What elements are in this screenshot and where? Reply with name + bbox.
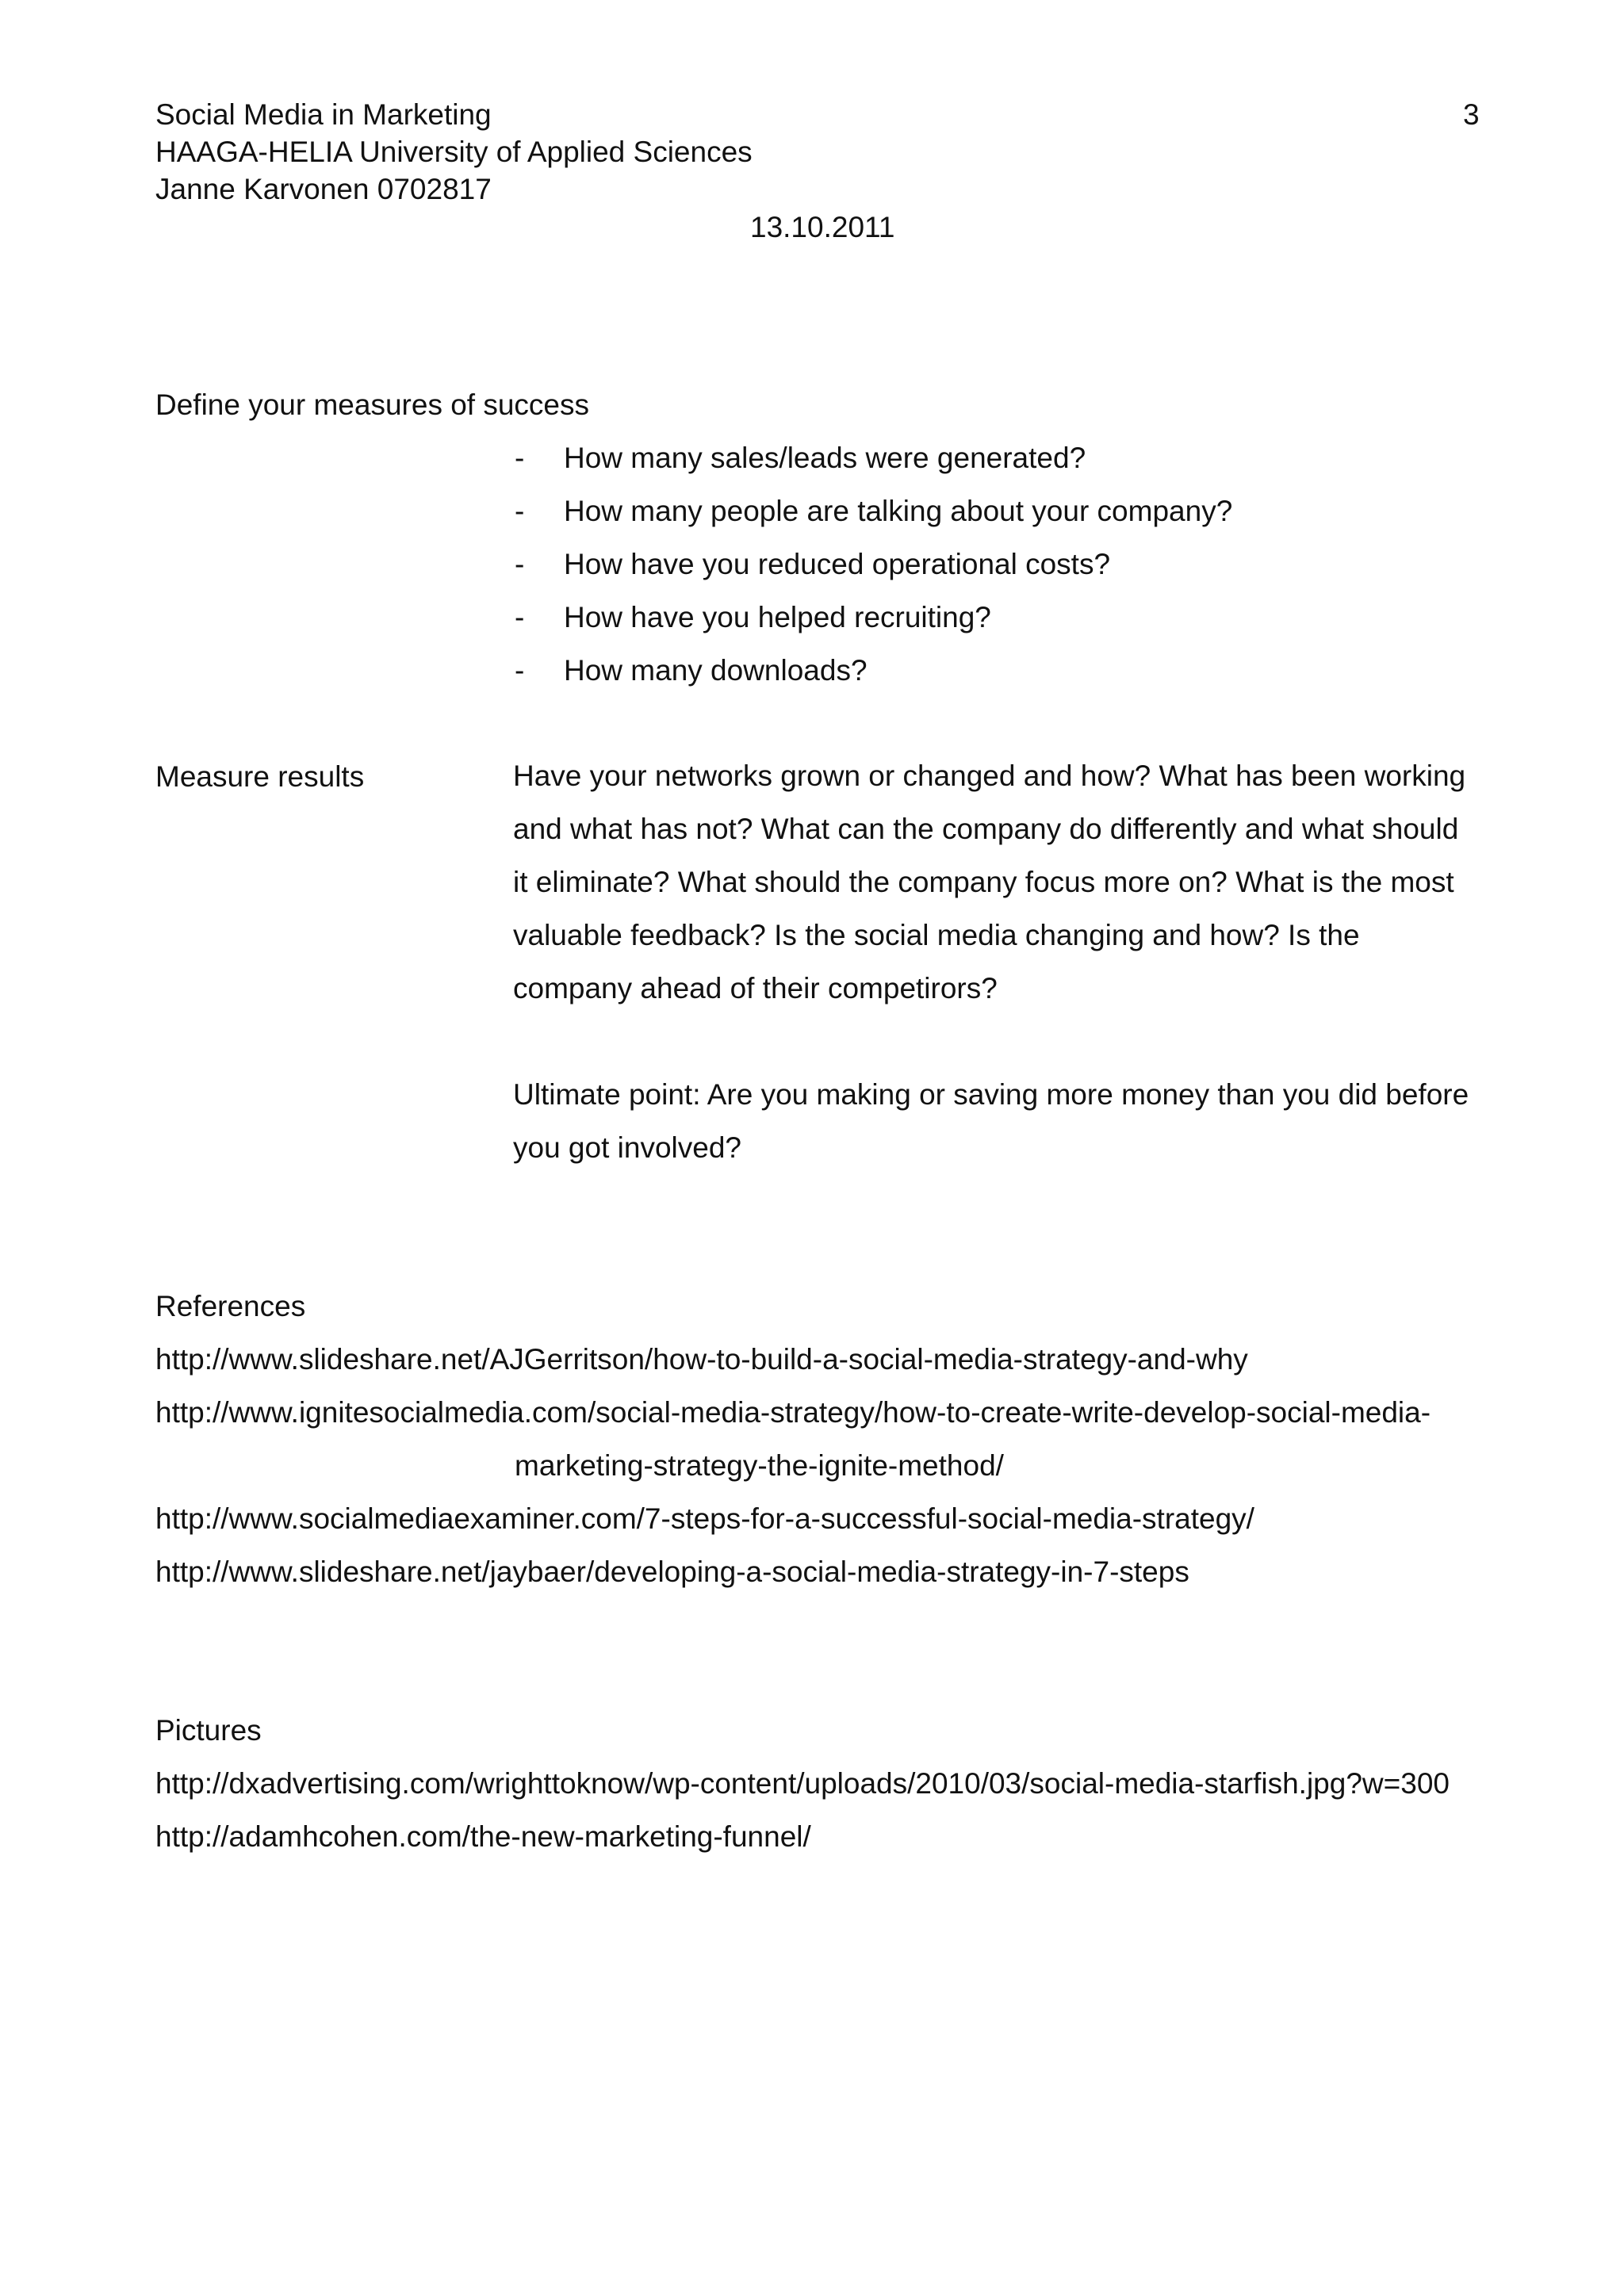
reference-link-continuation[interactable]: marketing-strategy-the-ignite-method/ <box>515 1449 1004 1482</box>
bullet-marker: - <box>515 442 525 474</box>
list-item-text: How many downloads? <box>564 654 868 687</box>
bullet-marker: - <box>515 601 525 633</box>
bullet-marker: - <box>515 654 525 687</box>
list-item-text: How have you helped recruiting? <box>564 601 991 633</box>
picture-link[interactable]: http://dxadvertising.com/wrighttoknow/wp-content/uploads/2010/03/social-media-starfish.jpg?w=300 <box>155 1767 1450 1800</box>
picture-link[interactable]: http://adamhcohen.com/the-new-marketing-funnel/ <box>155 1820 811 1853</box>
reference-link[interactable]: http://www.ignitesocialmedia.com/social-media-strategy/how-to-create-write-develop-social-media- <box>155 1396 1431 1429</box>
results-paragraph: Have your networks grown or changed and how? What has been working and what has not? What can the company do differently and what should it eliminate? What should the company focus more on? What is the most valuable feedback? Is the social media changing and how? Is the company ahead of their competirors? <box>513 760 1466 1004</box>
measures-heading: Define your measures of success <box>155 388 590 421</box>
course-title: Social Media in Marketing <box>155 98 492 131</box>
results-label: Measure results <box>155 760 365 793</box>
ultimate-point: Ultimate point: Are you making or saving more money than you did before you got involved? <box>513 1078 1469 1164</box>
pictures-heading: Pictures <box>155 1714 262 1747</box>
list-item-text: How many sales/leads were generated? <box>564 442 1086 474</box>
bullet-marker: - <box>515 548 525 580</box>
reference-link[interactable]: http://www.slideshare.net/AJGerritson/how-to-build-a-social-media-strategy-and-why <box>155 1343 1248 1376</box>
references-heading: References <box>155 1290 306 1322</box>
list-item-text: How have you reduced operational costs? <box>564 548 1111 580</box>
reference-link[interactable]: http://www.slideshare.net/jaybaer/developing-a-social-media-strategy-in-7-steps <box>155 1556 1189 1588</box>
list-item-text: How many people are talking about your company? <box>564 495 1233 527</box>
document-date: 13.10.2011 <box>750 211 895 243</box>
school-name: HAAGA-HELIA University of Applied Sciences <box>155 136 753 168</box>
bullet-marker: - <box>515 495 525 527</box>
author-name: Janne Karvonen 0702817 <box>155 173 492 205</box>
reference-link[interactable]: http://www.socialmediaexaminer.com/7-steps-for-a-successful-social-media-strategy/ <box>155 1502 1254 1535</box>
page-number: 3 <box>1463 98 1480 131</box>
